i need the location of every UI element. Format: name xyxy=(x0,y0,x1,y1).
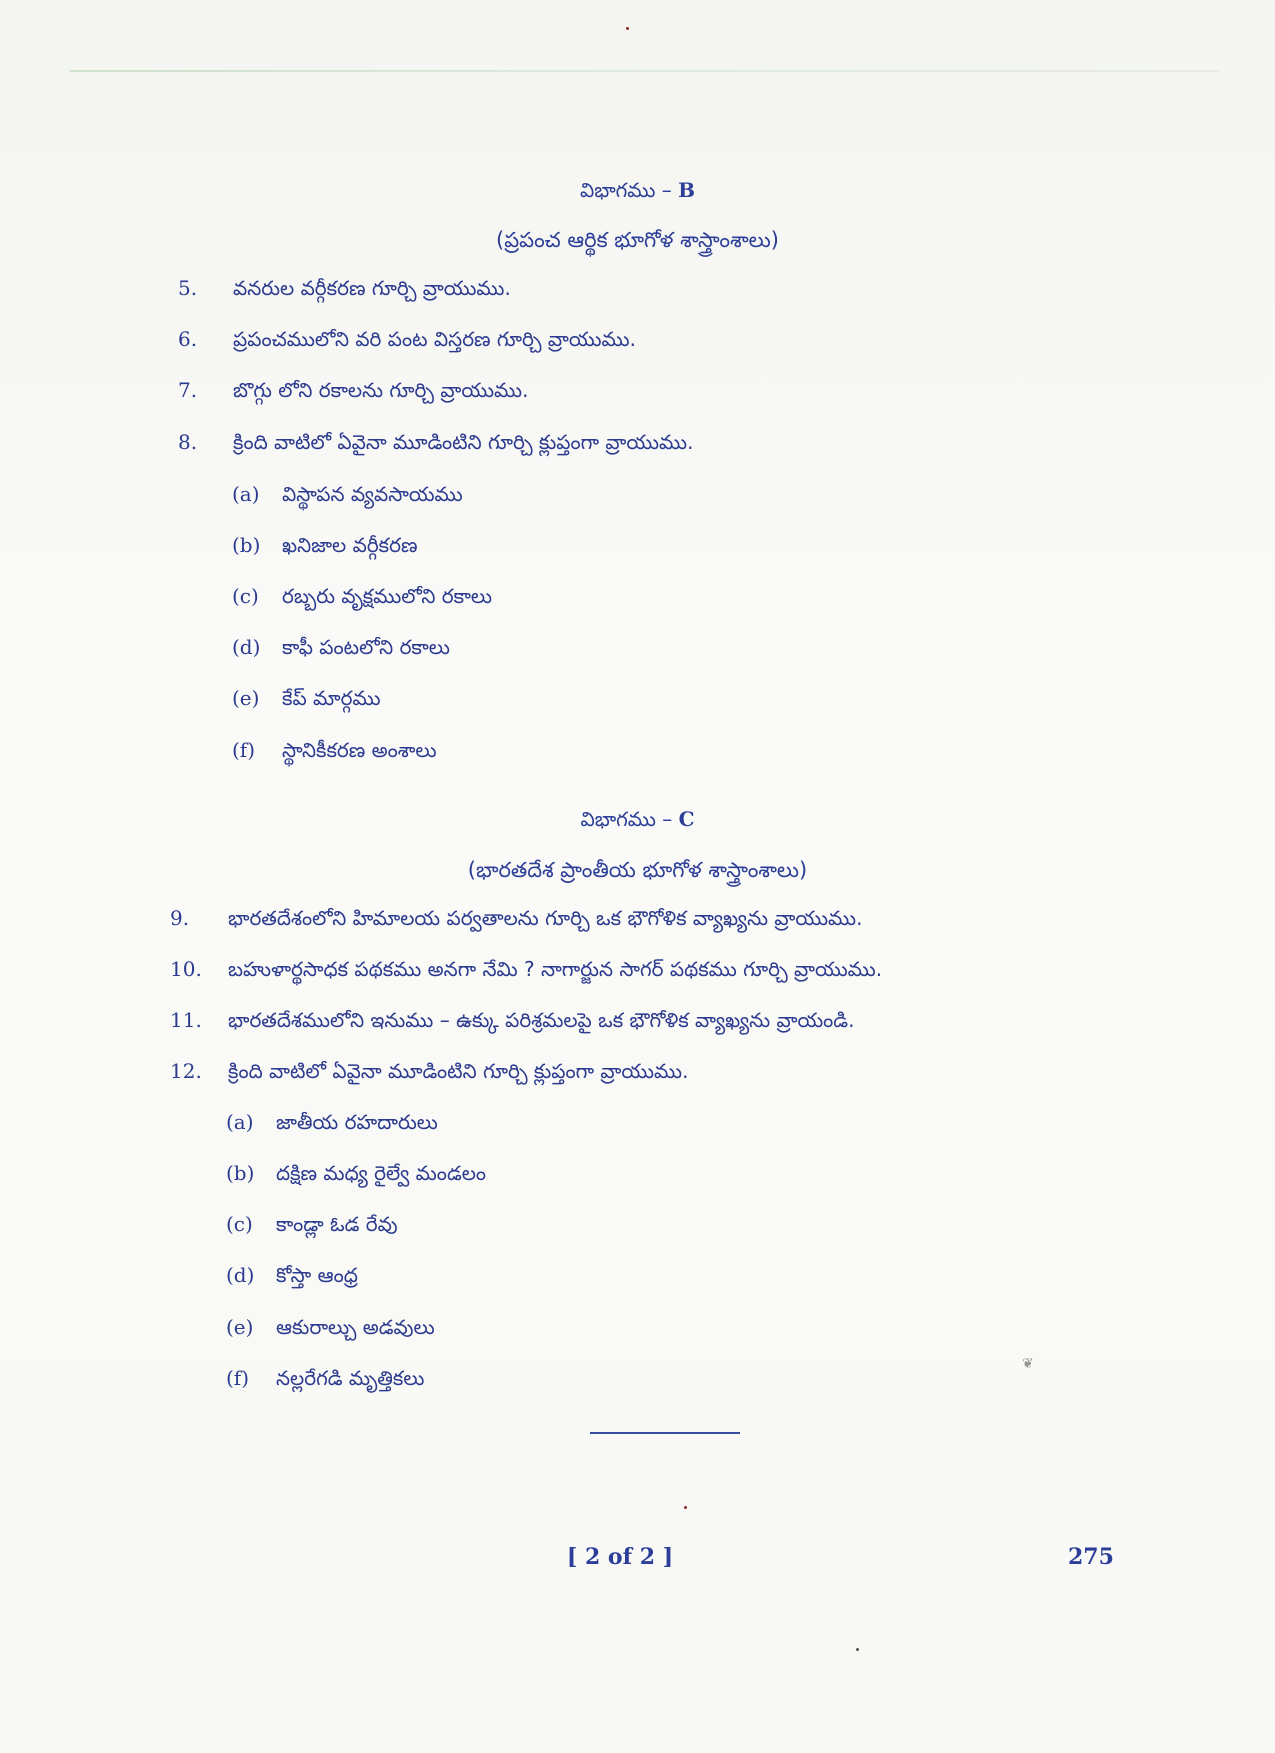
question-5: 5. వనరుల వర్గీకరణ గూర్చి వ్రాయుము. xyxy=(178,276,511,300)
question-10: 10. బహుళార్థసాధక పథకము అనగా నేమి ? నాగార్జున సాగర్ పథకము గూర్చి వ్రాయుము. xyxy=(170,957,883,981)
question-9: 9. భారతదేశంలోని హిమాలయ పర్వతాలను గూర్చి ఒక భౌగోళిక వ్యాఖ్యను వ్రాయుము. xyxy=(170,906,863,930)
question-6: 6. ప్రపంచములోని వరి పంట విస్తరణ గూర్చి వ్రాయుము. xyxy=(178,327,636,351)
section-b-subtitle: (ప్రపంచ ఆర్థిక భూగోళ శాస్త్రాంశాలు) xyxy=(496,228,779,252)
speck xyxy=(626,27,629,30)
paper-code: 275 xyxy=(1068,1544,1114,1570)
question-8: 8. క్రింది వాటిలో ఏవైనా మూడింటిని గూర్చి క్లుప్తంగా వ్రాయుము. xyxy=(178,430,694,454)
question-12: 12. క్రింది వాటిలో ఏవైనా మూడింటిని గూర్చి క్లుప్తంగా వ్రాయుము. xyxy=(170,1059,689,1083)
ink-smudge: ❦ xyxy=(1022,1356,1034,1372)
end-rule xyxy=(590,1432,740,1434)
section-c-subtitle: (భారతదేశ ప్రాంతీయ భూగోళ శాస్త్రాంశాలు) xyxy=(467,858,808,882)
speck xyxy=(856,1648,859,1651)
section-b-title: విభాగము – B xyxy=(579,178,696,202)
question-11: 11. భారతదేశములోని ఇనుము – ఉక్కు పరిశ్రమలపై ఒక భౌగోళిక వ్యాఖ్యను వ్రాయండి. xyxy=(170,1008,855,1032)
scan-edge-line xyxy=(70,70,1220,72)
question-7: 7. బొగ్గు లోని రకాలను గూర్చి వ్రాయుము. xyxy=(178,378,529,402)
page-indicator: [ 2 of 2 ] xyxy=(566,1544,674,1570)
exam-page: విభాగము – B (ప్రపంచ ఆర్థిక భూగోళ శాస్త్రాంశాలు) 5. వనరుల వర్గీకరణ గూర్చి వ్రాయుము. 6. ప్రపంచములోని వరి పంట విస్తరణ గూర్చి వ్రాయుము. 7. బొగ్గు లోని రకాలను గూర్చి వ్రాయుము. 8. క్రింది వాటిలో ఏవైనా మూడింటిని గూర్చి క్లుప్తంగా వ్రాయుము. (a) విస్థాపన వ్యవసాయము (b) ఖనిజాల వర్గీకరణ (c) రబ్బరు వృక్షములోని రకాలు (d) కాఫీ పంటలోని రకాలు (e) కేప్ మార్గము (f) స్థానికీకరణ అంశాలు విభాగము – C (భారతదేశ ప్రాంతీయ భూగోళ శాస్త్రాంశాలు) 9. భారతదేశంలోని హిమాలయ పర్వతాలను గూర్చి ఒక భౌగోళిక వ్యాఖ్యను వ్రాయుము. 10. బహుళార్థసాధక పథకము అనగా నేమి ? నాగార్జున సాగర్ పథకము గూర్చి వ్రాయుము. 11. భారతదేశములోని ఇనుము – ఉక్కు పరిశ్రమలపై ఒక భౌగోళిక వ్యాఖ్యను వ్రాయండి. 12. క్రింది వాటిలో ఏవైనా మూడింటిని గూర్చి క్లుప్తంగా వ్రాయుము. (a) జాతీయ రహదారులు (b) దక్షిణ మధ్య రైల్వే మండలం (c) కాండ్లా ఓడ రేవు (d) కోస్తా ఆంధ్ర (e) ఆకురాల్చు అడవులు (f) నల్లరేగడి మృత్తికలు ❦ [ 2 of 2 ] 275 xyxy=(0,0,1275,1753)
speck xyxy=(684,1506,687,1509)
section-c-title: విభాగము – C xyxy=(580,807,695,831)
